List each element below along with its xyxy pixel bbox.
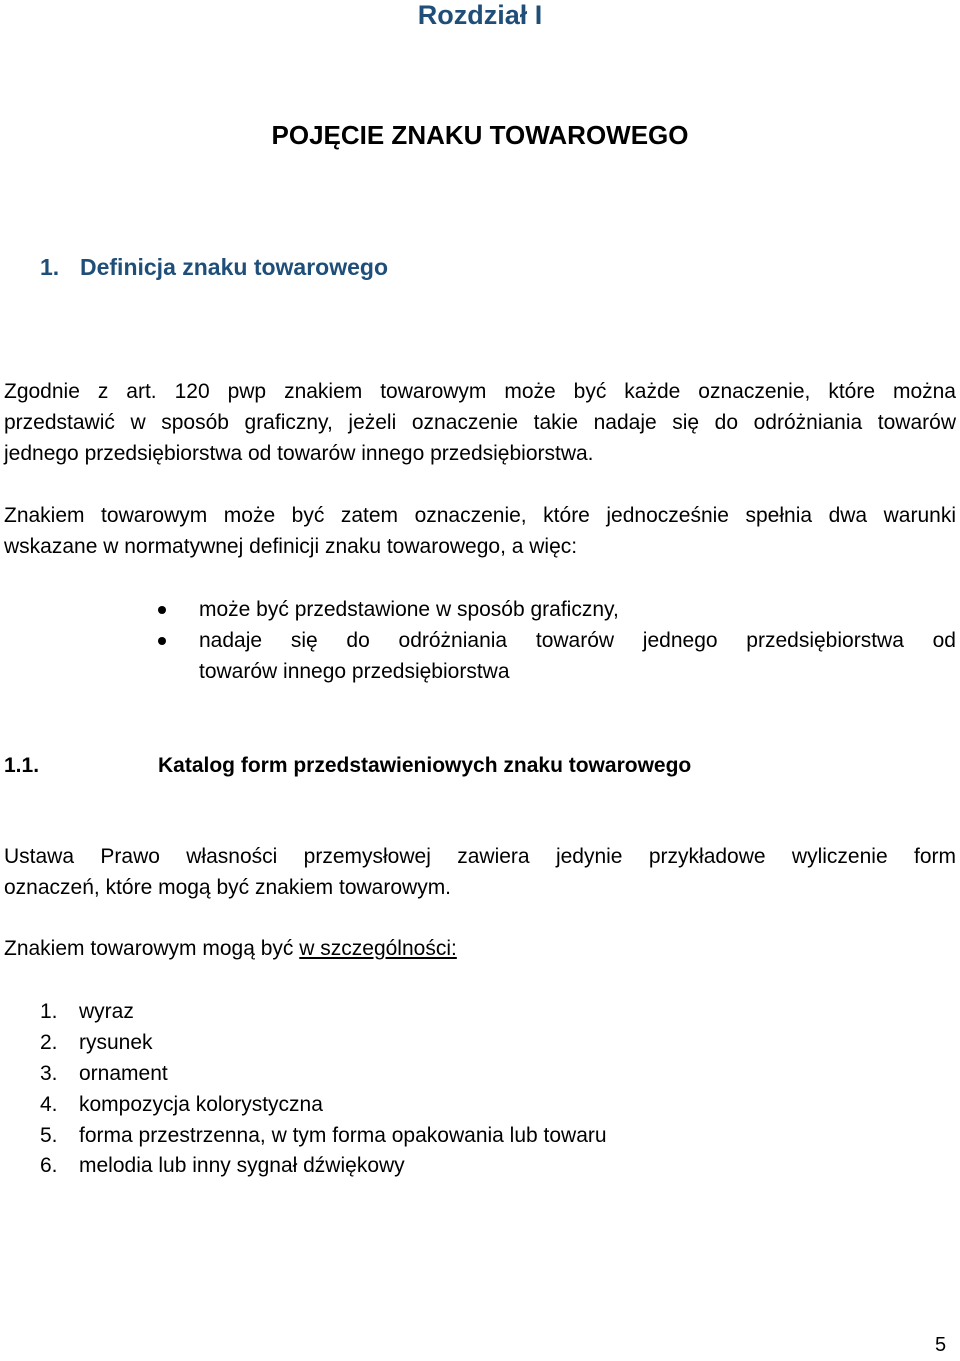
subsection-heading: [4, 750, 691, 781]
list-text: forma przestrzenna, w tym forma opakowania lub towaru: [79, 1124, 607, 1147]
list-item: [40, 1150, 405, 1181]
bullet-line: może być przedstawione w sposób graficzny,: [199, 598, 619, 621]
list-item: [40, 1027, 153, 1058]
list-item: [40, 1089, 323, 1120]
paragraph-line: Zgodnie z art. 120 pwp znakiem towarowym może być każde oznaczenie, które można: [4, 380, 956, 403]
paragraph-in-particular: [4, 933, 956, 964]
bullet-icon: [158, 606, 166, 614]
paragraph-line: oznaczeń, które mogą być znakiem towarowym.: [4, 876, 452, 899]
page-title: POJĘCIE ZNAKU TOWAROWEGO: [271, 120, 689, 150]
list-text: ornament: [79, 1062, 168, 1085]
list-text: rysunek: [79, 1031, 153, 1054]
section-number: 1.: [40, 254, 60, 280]
list-text: melodia lub inny sygnał dźwiękowy: [79, 1154, 405, 1177]
list-number: 6.: [40, 1154, 58, 1177]
paragraph-law: [4, 841, 956, 903]
section-heading: [40, 252, 388, 282]
list-number: 1.: [40, 1000, 58, 1023]
list-text: kompozycja kolorystyczna: [79, 1093, 323, 1116]
bullet-line: nadaje się do odróżniania towarów jednego przedsiębiorstwa od: [199, 629, 956, 652]
page-number: 5: [935, 1334, 947, 1356]
underlined-phrase: w szczególności:: [299, 937, 457, 960]
bullet-text: [199, 625, 956, 687]
list-number: 2.: [40, 1031, 58, 1054]
list-text: wyraz: [79, 1000, 134, 1023]
list-number: 5.: [40, 1124, 58, 1147]
bullet-icon: [158, 637, 166, 645]
section-label: Definicja znaku towarowego: [80, 254, 388, 280]
list-number: 3.: [40, 1062, 58, 1085]
paragraph-line: jednego przedsiębiorstwa od towarów innego przedsiębiorstwa.: [4, 442, 594, 465]
paragraph-line: wskazane w normatywnej definicji znaku towarowego, a więc:: [4, 535, 578, 558]
list-item: [40, 1120, 607, 1151]
paragraph-conditions: [4, 500, 956, 562]
paragraph-line: przedstawić w sposób graficzny, jeżeli oznaczenie takie nadaje się do odróżniania towarów: [4, 411, 956, 434]
list-item: [40, 996, 134, 1027]
subsection-number: 1.1.: [4, 754, 40, 777]
list-number: 4.: [40, 1093, 58, 1116]
subsection-label: Katalog form przedstawieniowych znaku towarowego: [158, 754, 692, 777]
chapter-heading: Rozdział I: [417, 0, 543, 30]
paragraph-line: Znakiem towarowym może być zatem oznaczenie, które jednocześnie spełnia dwa warunki: [4, 504, 956, 527]
bullet-line: towarów innego przedsiębiorstwa: [199, 660, 510, 683]
bullet-text: [199, 594, 956, 625]
paragraph-definition: [4, 376, 956, 469]
paragraph-prefix: Znakiem towarowym mogą być: [4, 937, 300, 960]
list-item: [40, 1058, 168, 1089]
paragraph-line: Ustawa Prawo własności przemysłowej zawiera jedynie przykładowe wyliczenie form: [4, 845, 956, 868]
